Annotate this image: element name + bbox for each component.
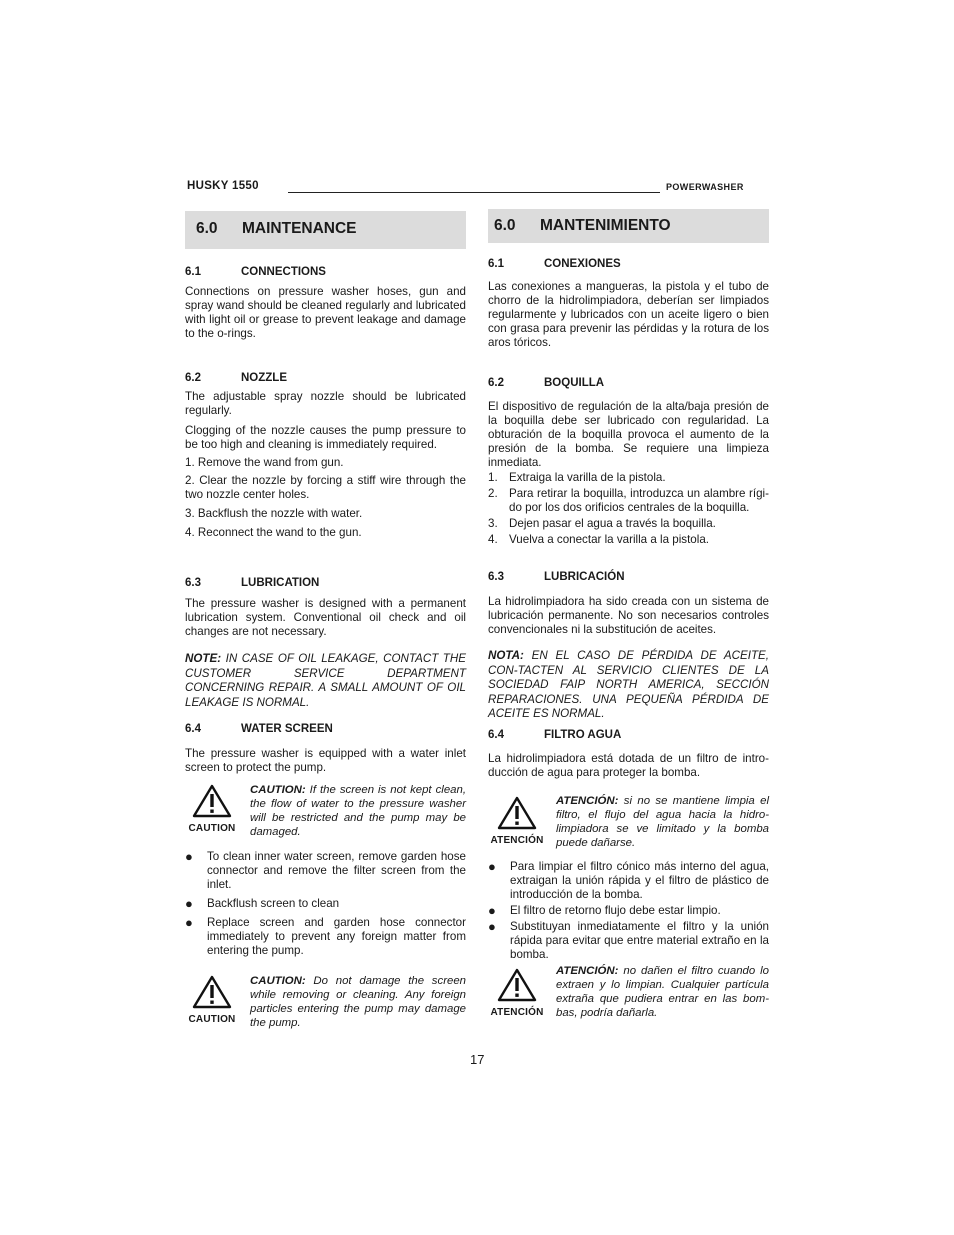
list-item: 2. Para retirar la boquilla, introduzca un alambre rígi-do por los dos orificios centrales de la boquilla. (488, 487, 769, 514)
caution-text-2-en: CAUTION: Do not damage the screen while removing or cleaning. Any foreign particles entering the pump may damage the pump. (250, 975, 466, 1029)
connections-text: Connections on pressure washer hoses, gun and spray wand should be cleaned regularly and lubricated with light oil or grease to prevent leakage and damage to the o-rings. (185, 285, 466, 340)
water-screen-text: The pressure washer is equipped with a water inlet screen to protect the pump. (185, 747, 466, 774)
atencion-block-2-es (486, 968, 548, 1018)
caution-block-2-en (185, 975, 239, 1025)
nozzle-step-4: 4. Reconnect the wand to the gun. (185, 526, 362, 539)
bullet-icon: ● (185, 915, 193, 930)
atencion-label: ATENCIÓN (490, 1007, 544, 1018)
subsection-lubrication-heading: 6.3 LUBRICATION (185, 577, 320, 589)
subsection-water-screen-heading: 6.4 WATER SCREEN (185, 723, 333, 735)
header-brand: POWERWASHER (666, 182, 744, 192)
section-title-en: 6.0 MAINTENANCE (196, 220, 357, 237)
lubrication-text: The pressure washer is designed with a permanent lubrication system. Conventional oil check and oil changes are not necessary. (185, 597, 466, 638)
subsection-connections-heading: 6.1 CONNECTIONS (185, 266, 326, 278)
subsection-nozzle-heading: 6.2 NOZZLE (185, 372, 287, 384)
header-model: HUSKY 1550 (187, 180, 259, 192)
caution-block-1-en (185, 784, 239, 834)
list-item: ● Substituyan inmediatamente el filtro y la unión rápida para evitar que entre material extraño en la bomba. (488, 919, 769, 961)
caution-label: CAUTION (188, 823, 236, 834)
lubrication-note: NOTE: IN CASE OF OIL LEAKAGE, CONTACT THE CUSTOMER SERVICE DEPARTMENT CONCERNING REPAIR. A SMALL AMOUNT OF OIL LEAKAGE IS NORMAL. (185, 652, 466, 709)
lubricacion-text: La hidrolimpiadora ha sido creada con un sistema de lubricación permanente. No son necesarios controles convencionales ni la substitución de aceites. (488, 595, 769, 636)
bullet-icon: ● (185, 849, 193, 864)
section-header-es (488, 209, 769, 243)
atencion-label: ATENCIÓN (490, 835, 544, 846)
bullet-icon: ● (185, 896, 193, 911)
atencion-text-1-es: ATENCIÓN: si no se mantiene limpia el filtro, el flujo del agua hacia la hidro-limpiadora se ve limitado y la bomba puede dañarse. (556, 795, 769, 849)
list-item: ● Replace screen and garden hose connector immediately to prevent any foreign matter from entering the pump. (185, 915, 466, 957)
nozzle-text-1: The adjustable spray nozzle should be lubricated regularly. (185, 390, 466, 417)
list-item: 3. Dejen pasar el agua a través la boquilla. (488, 517, 716, 530)
nozzle-step-2: 2. Clear the nozzle by forcing a stiff wire through the two nozzle center holes. (185, 474, 466, 501)
subsection-filtro-agua-heading: 6.4 FILTRO AGUA (488, 729, 622, 741)
section-title-es: 6.0 MANTENIMIENTO (494, 217, 671, 234)
list-item: ● El filtro de retorno flujo debe estar limpio. (488, 903, 721, 918)
nozzle-step-3: 3. Backflush the nozzle with water. (185, 507, 363, 520)
caution-label: CAUTION (188, 1014, 236, 1025)
warning-triangle-icon (192, 784, 232, 818)
conexiones-text: Las conexiones a mangueras, la pistola y el tubo de chorro de la hidrolimpiadora, deberían ser limpiados regularmente y lubricados con un aceite ligero o bien con grasa para prevenir las pérdidas y la rotura de los aros tóricos. (488, 280, 769, 349)
warning-triangle-icon (497, 796, 537, 830)
subsection-lubricacion-heading: 6.3 LUBRICACIÓN (488, 571, 625, 583)
bullet-icon: ● (488, 919, 496, 934)
atencion-text-2-es: ATENCIÓN: no dañen el filtro cuando lo extraen y lo limpian. Cualquier partícula extraña que pudiera entrar en las bom-bas, podría dañarla. (556, 965, 769, 1019)
atencion-block-1-es (486, 796, 548, 846)
list-item: ● To clean inner water screen, remove garden hose connector and remove the filter screen from the inlet. (185, 849, 466, 891)
filtro-agua-bullets-es (488, 860, 769, 962)
warning-triangle-icon (192, 975, 232, 1009)
lubricacion-nota: NOTA: EN EL CASO DE PÉRDIDA DE ACEITE, CON-TACTEN AL SERVICIO CLIENTES DE LA SOCIEDAD FAIP NORTH AMERICA, SECCIÓN REPARACIONES. UNA PEQUEÑA PÉRDIDA DE ACEITE ES NORMAL. (488, 649, 769, 720)
page-number: 17 (470, 1052, 485, 1067)
list-item: ● Para limpiar el filtro cónico más interno del agua, extraigan la unión rápida y el filtro de plástico de introducción de la bomba. (488, 859, 769, 901)
nozzle-step-1: 1. Remove the wand from gun. (185, 456, 344, 469)
header-rule (288, 192, 660, 193)
boquilla-steps (488, 471, 769, 547)
warning-triangle-icon (497, 968, 537, 1002)
bullet-icon: ● (488, 903, 496, 918)
list-item: 4. Vuelva a conectar la varilla a la pistola. (488, 533, 709, 546)
nozzle-text-2: Clogging of the nozzle causes the pump pressure to be too high and cleaning is immediately required. (185, 424, 466, 451)
water-screen-bullets-en (185, 850, 466, 958)
section-header-en (185, 211, 466, 249)
caution-text-1-en: CAUTION: If the screen is not kept clean, the flow of water to the pressure washer will be restricted and the pump may be damaged. (250, 784, 466, 838)
subsection-conexiones-heading: 6.1 CONEXIONES (488, 258, 621, 270)
list-item: 1. Extraiga la varilla de la pistola. (488, 471, 666, 484)
subsection-boquilla-heading: 6.2 BOQUILLA (488, 377, 605, 389)
boquilla-text: El dispositivo de regulación de la alta/baja presión de la boquilla debe ser lubricado con regularidad. La obturación de la boquilla provoca el aumento de la presión de la bomba. Se requiere una limpieza inmediata. (488, 400, 769, 469)
list-item: ● Backflush screen to clean (185, 896, 340, 911)
bullet-icon: ● (488, 859, 496, 874)
filtro-agua-text: La hidrolimpiadora está dotada de un filtro de intro-ducción de agua para proteger la bomba. (488, 752, 769, 779)
